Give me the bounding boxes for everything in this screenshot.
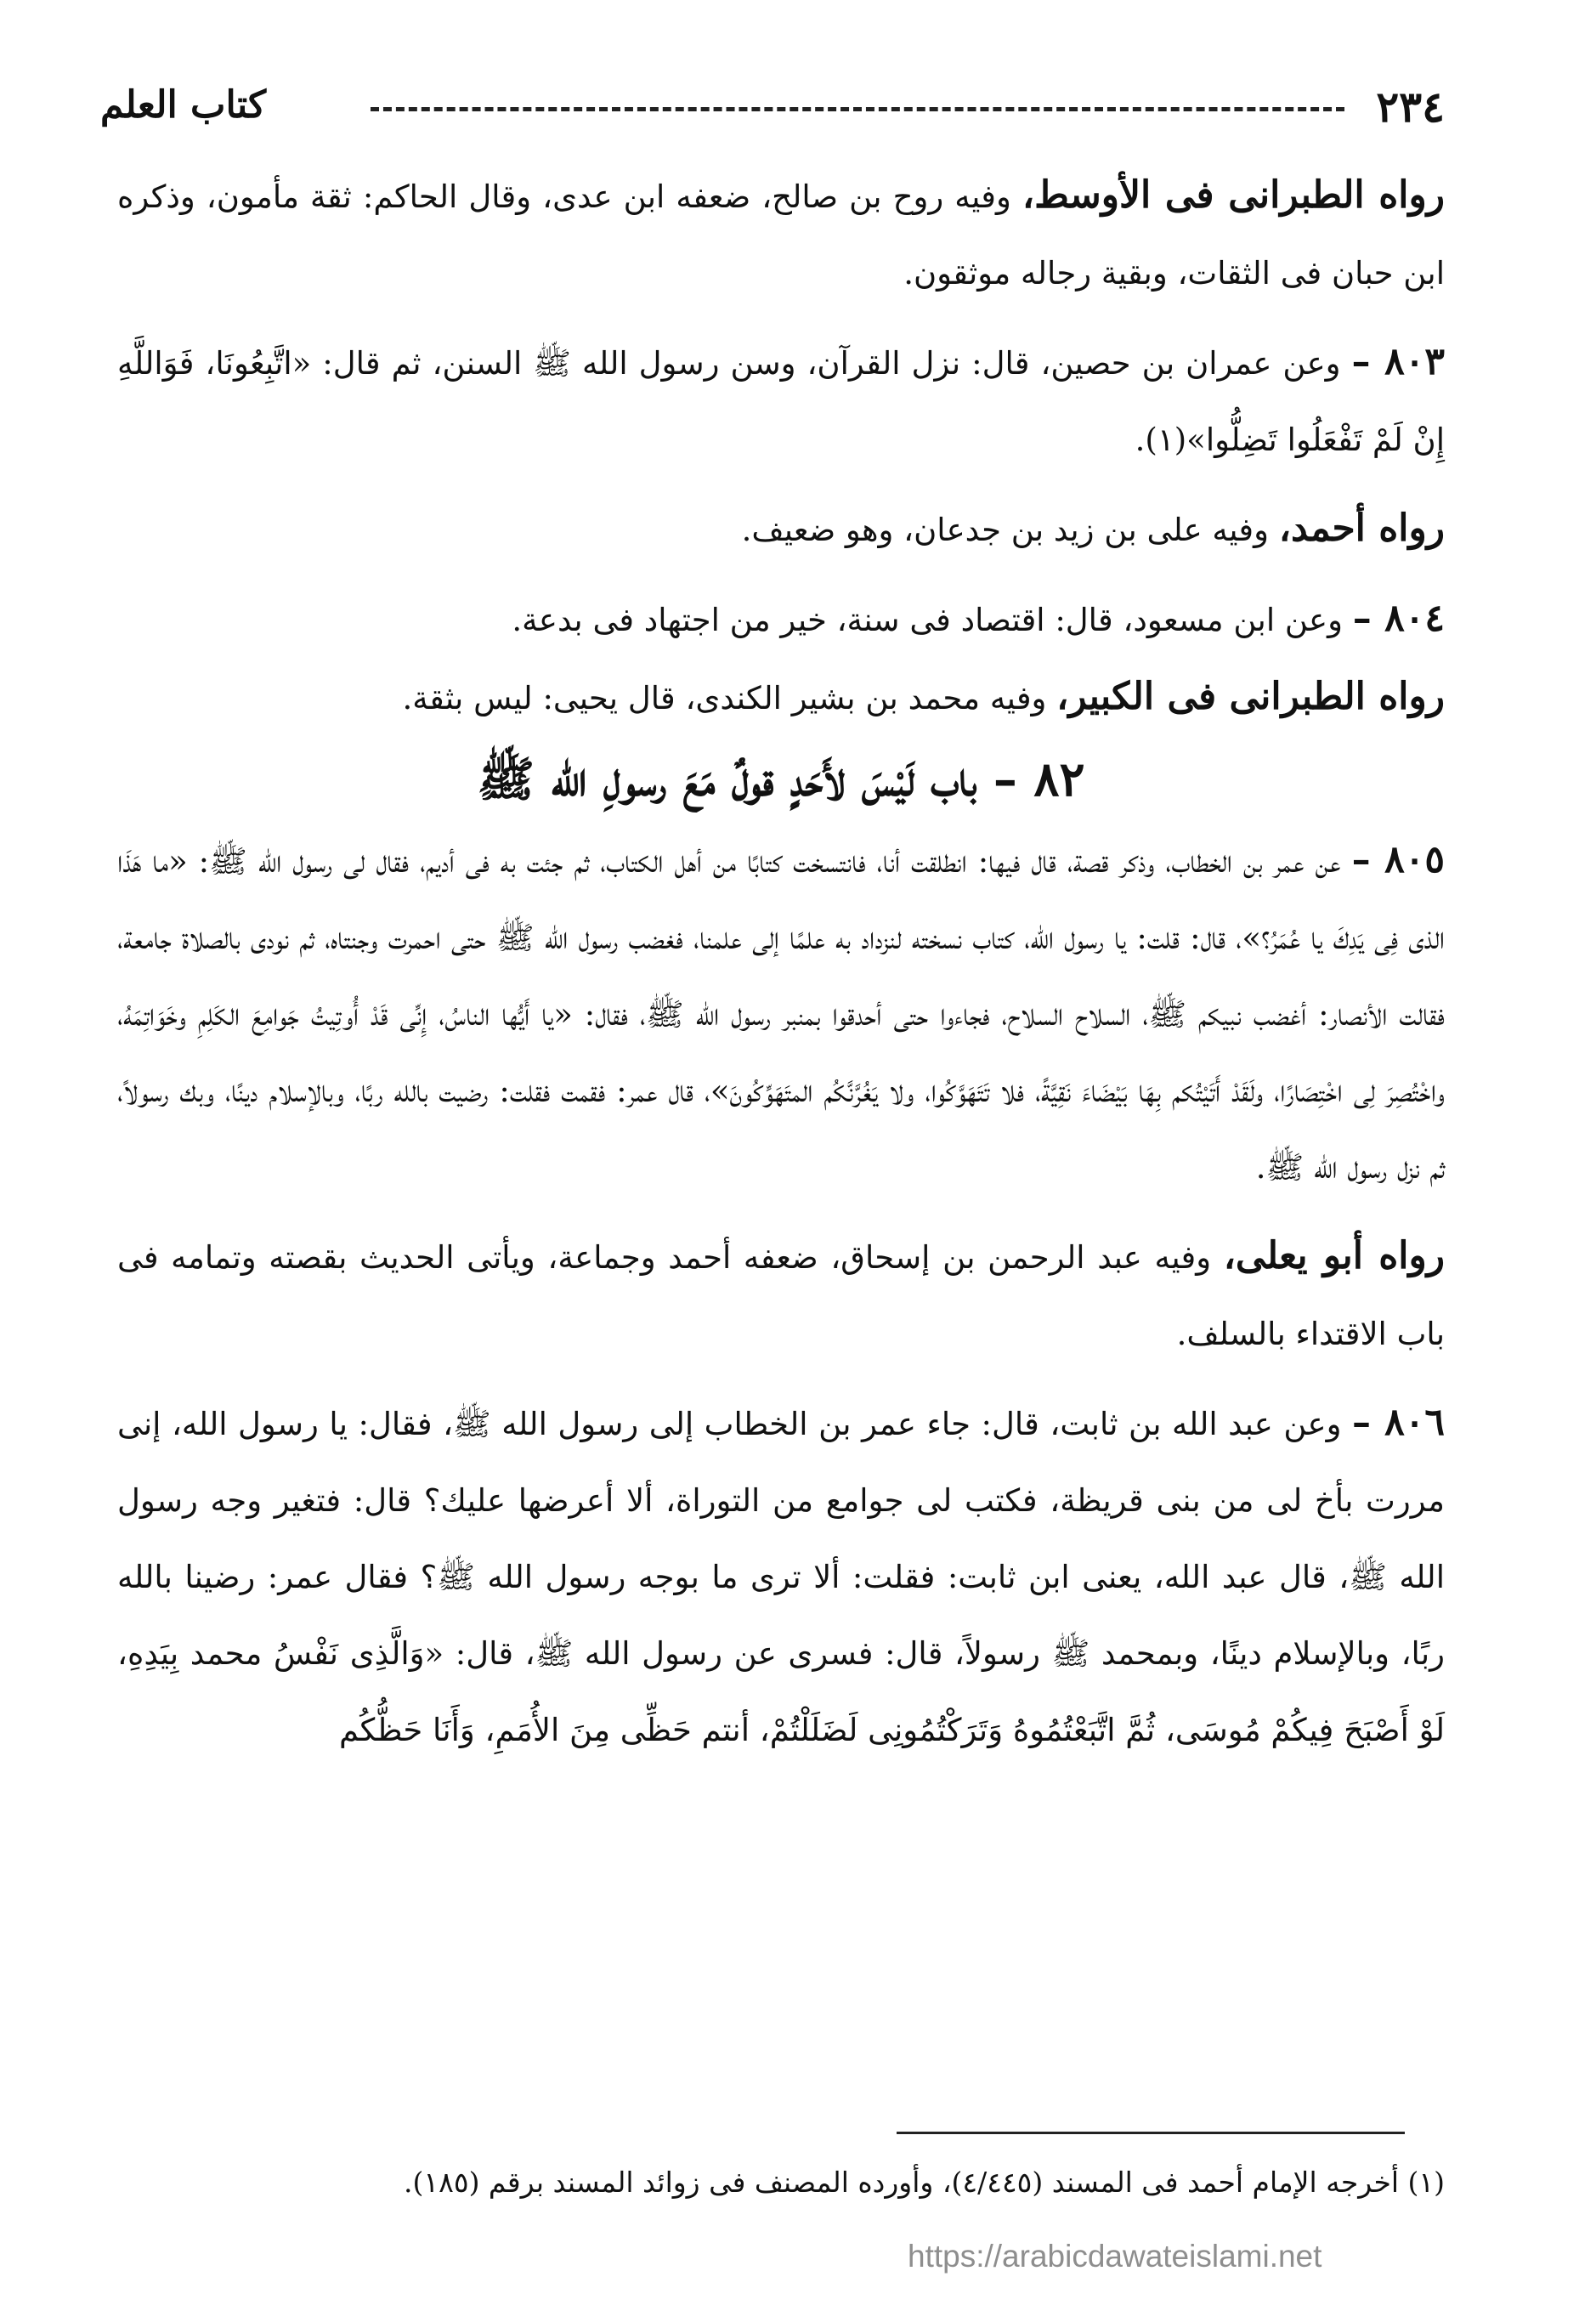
footnote-divider — [897, 2132, 1405, 2134]
source-label: رواه الطبرانى فى الكبير، — [1056, 675, 1445, 718]
book-title: كتاب العلم — [100, 83, 267, 127]
source-label: رواه الطبرانى فى الأوسط، — [1022, 173, 1446, 217]
commentary-paragraph — [117, 659, 1445, 737]
commentary-paragraph — [117, 490, 1445, 569]
hadith-text: عن عمر بن الخطاب، وذكر قصة، قال فيها: انطلقت أنا، فانتسخت كتابًا من أهل الكتاب، ثم جئت به فى أديم، فقال لى رسول الله ﷺ: «ما هَذَا الذى فِى يَدِكَ يا عُمَرُ؟»، قال: قلت: يا رسول الله، كتاب نسخته لنزداد به علمًا إلى علمنا، فغضب رسول الله ﷺ حتى احمرت وجنتاه، ثم نودى بالصلاة جامعة، فقالت الأنصار: أغضب نبيكم ﷺ، السلاح السلاح، فجاءوا حتى أحدقوا بمنبر رسول الله ﷺ، فقال: «يا أَيُّها الناسُ، إِنِّى قَدْ أُوتِيتُ جَوامِعَ الكَلِمِ وخَوَاتِمَهُ، واخْتُصِرَ لِى اخْتِصَارًا، ولَقَدْ أَتَيْتُكم بِهَا بَيْضَاءَ نَقِيَّةً، فلا تَتَهَوَّكُوا، ولا يَغُرَّنَّكُم المتَهَوِّكُونَ»، قال عمر: فقمت فقلت: رضيت بالله ربًا، وبالإسلام دينًا، وبك رسولاً، ثم نزل رسول الله ﷺ. — [117, 843, 1445, 1186]
hadith-806 — [117, 1385, 1445, 1769]
hadith-803 — [117, 324, 1445, 479]
hadith-805 — [117, 822, 1445, 1206]
footnote: (١) أخرجه الإمام أحمد فى المسند (٤/٤٤٥)، وأورده المصنف فى زوائد المسند برقم (١٨٥). — [404, 2166, 1445, 2199]
commentary-text: وفيه على بن زيد بن جدعان، وهو ضعيف. — [741, 512, 1279, 548]
watermark-url: https://arabicdawateislami.net — [908, 2239, 1322, 2274]
header-divider — [371, 107, 1344, 111]
commentary-paragraph — [117, 1218, 1445, 1373]
hadith-text: وعن ابن مسعود، قال: اقتصاد فى سنة، خير من اجتهاد فى بدعة. — [512, 602, 1353, 638]
commentary-text: وفيه روح بن صالح، ضعفه ابن عدى، وقال الحاكم: ثقة مأمون، وذكره ابن حبان فى الثقات، وبقية رجاله موثقون. — [117, 178, 1445, 292]
page-header — [100, 78, 1445, 134]
chapter-heading: ٨٢ – باب لَيْسَ لأَحَدٍ قولٌ مَعَ رسولِ الله ﷺ — [477, 751, 1085, 807]
hadith-number: ٨٠٦ – — [1352, 1401, 1445, 1444]
source-label: رواه أبو يعلى، — [1223, 1234, 1445, 1277]
hadith-number: ٨٠٤ – — [1352, 597, 1445, 640]
page-body — [117, 157, 1445, 1769]
page-number: ٢٣٤ — [1376, 82, 1445, 132]
source-label: رواه أحمد، — [1278, 507, 1445, 550]
hadith-text: وعن عبد الله بن ثابت، قال: جاء عمر بن الخطاب إلى رسول الله ﷺ، فقال: يا رسول الله، إنى مررت بأخ لى من بنى قريظة، فكتب لى جوامع من التوراة، ألا أعرضها عليك؟ قال: فتغير وجه رسول الله ﷺ، قال عبد الله، يعنى ابن ثابت: فقلت: ألا ترى ما بوجه رسول الله ﷺ؟ فقال عمر: رضينا بالله ربًا، وبالإسلام دينًا، وبمحمد ﷺ رسولاً، قال: فسرى عن رسول الله ﷺ، قال: «وَالَّذِى نَفْسُ محمد بِيَدِهِ، لَوْ أَصْبَحَ فِيكُمْ مُوسَى، ثُمَّ اتَّبَعْتُمُوهُ وَتَرَكْتُمُونِى لَضَلَلْتُمْ، أنتم حَظِّى مِنَ الأُمَمِ، وَأَنَا حَظُّكُم — [117, 1406, 1445, 1748]
hadith-number: ٨٠٥ – — [1351, 838, 1445, 881]
commentary-text: وفيه محمد بن بشير الكندى، قال يحيى: ليس بثقة. — [402, 680, 1057, 716]
commentary-text: وفيه عبد الرحمن بن إسحاق، ضعفه أحمد وجماعة، ويأتى الحديث بقصته وتمامه فى باب الاقتداء بالسلف. — [117, 1239, 1445, 1352]
hadith-number: ٨٠٣ – — [1351, 340, 1445, 383]
hadith-804 — [117, 580, 1445, 659]
commentary-paragraph — [117, 157, 1445, 312]
hadith-text: وعن عمران بن حصين، قال: نزل القرآن، وسن رسول الله ﷺ السنن، ثم قال: «اتَّبِعُونَا، فَوَاللَّهِ إِنْ لَمْ تَفْعَلُوا تَضِلُّوا»(١). — [117, 345, 1445, 458]
